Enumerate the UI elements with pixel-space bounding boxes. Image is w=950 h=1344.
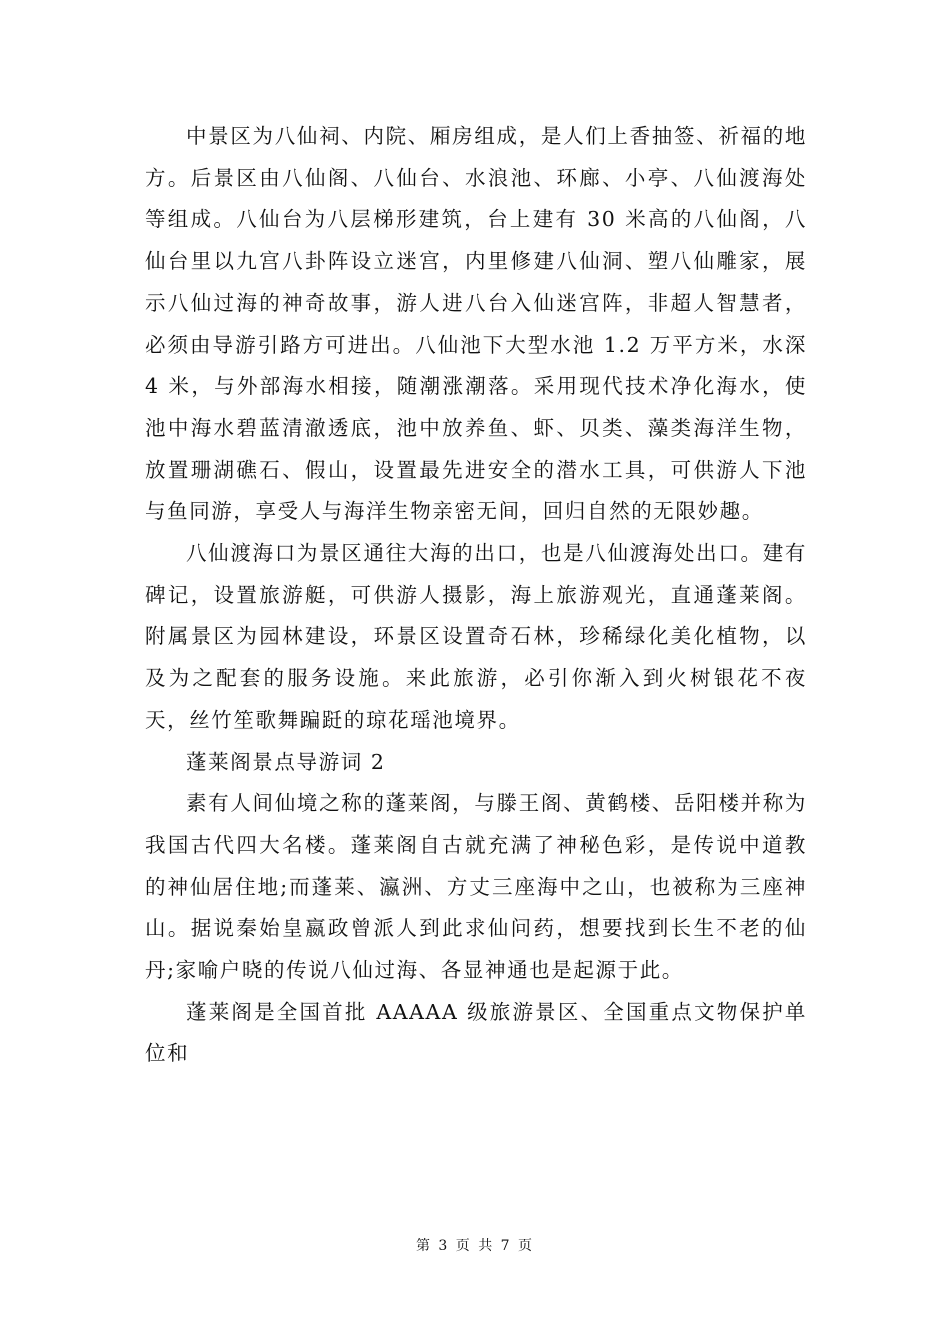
page-number-footer: 第 3 页 共 7 页 — [415, 1238, 535, 1254]
paragraph-baxian-ferry: 八仙渡海口为景区通往大海的出口，也是八仙渡海处出口。建有碑记，设置旅游艇，可供游人摄影，海上旅游观光，直通蓬莱阁。附属景区为园林建设，环景区设置奇石林，珍稀绿化美化植物，以及为之配套的服务设施。来此旅游，必引你渐入到火树银花不夜天，丝竹笙歌舞蹁跹的琼花瑶池境界。 — [145, 541, 807, 732]
section-heading: 蓬莱阁景点导游词 2 — [186, 749, 386, 774]
paragraph-penglai-intro: 素有人间仙境之称的蓬莱阁，与滕王阁、黄鹤楼、岳阳楼并称为我国古代四大名楼。蓬莱阁自古就充满了神秘色彩，是传说中道教的神仙居住地;而蓬莱、瀛洲、方丈三座海中之山，也被称为三座神山。据说秦始皇嬴政曾派人到此求仙问药，想要找到长生不老的仙丹;家喻户晓的传说八仙过海、各显神通也是起源于此。 — [145, 791, 807, 983]
paragraph-middle-scenic-area: 中景区为八仙祠、内院、厢房组成，是人们上香抽签、祈福的地方。后景区由八仙阁、八仙台、水浪池、环廊、小亭、八仙渡海处等组成。八仙台为八层梯形建筑，台上建有 30 米高的八仙阁，八仙台里以九宫八卦阵设立迷宫，内里修建八仙洞、塑八仙雕家，展示八仙过海的神奇故事，游人进八台入仙迷宫阵，非超人智慧者，必须由导游引路方可进出。八仙池下大型水池 1.2 万平方米，水深 4 米，与外部海水相接，随潮涨潮落。采用现代技术净化海水，使池中海水碧蓝清澈透底，池中放养鱼、虾、贝类、藻类海洋生物，放置珊湖礁石、假山，设置最先进安全的潜水工具，可供游人下池与鱼同游，享受人与海洋生物亲密无间，回归自然的无限妙趣。 — [145, 124, 807, 524]
document-body — [145, 116, 807, 1075]
paragraph-penglai-status: 蓬莱阁是全国首批 AAAAA 级旅游景区、全国重点文物保护单位和 — [145, 999, 807, 1066]
